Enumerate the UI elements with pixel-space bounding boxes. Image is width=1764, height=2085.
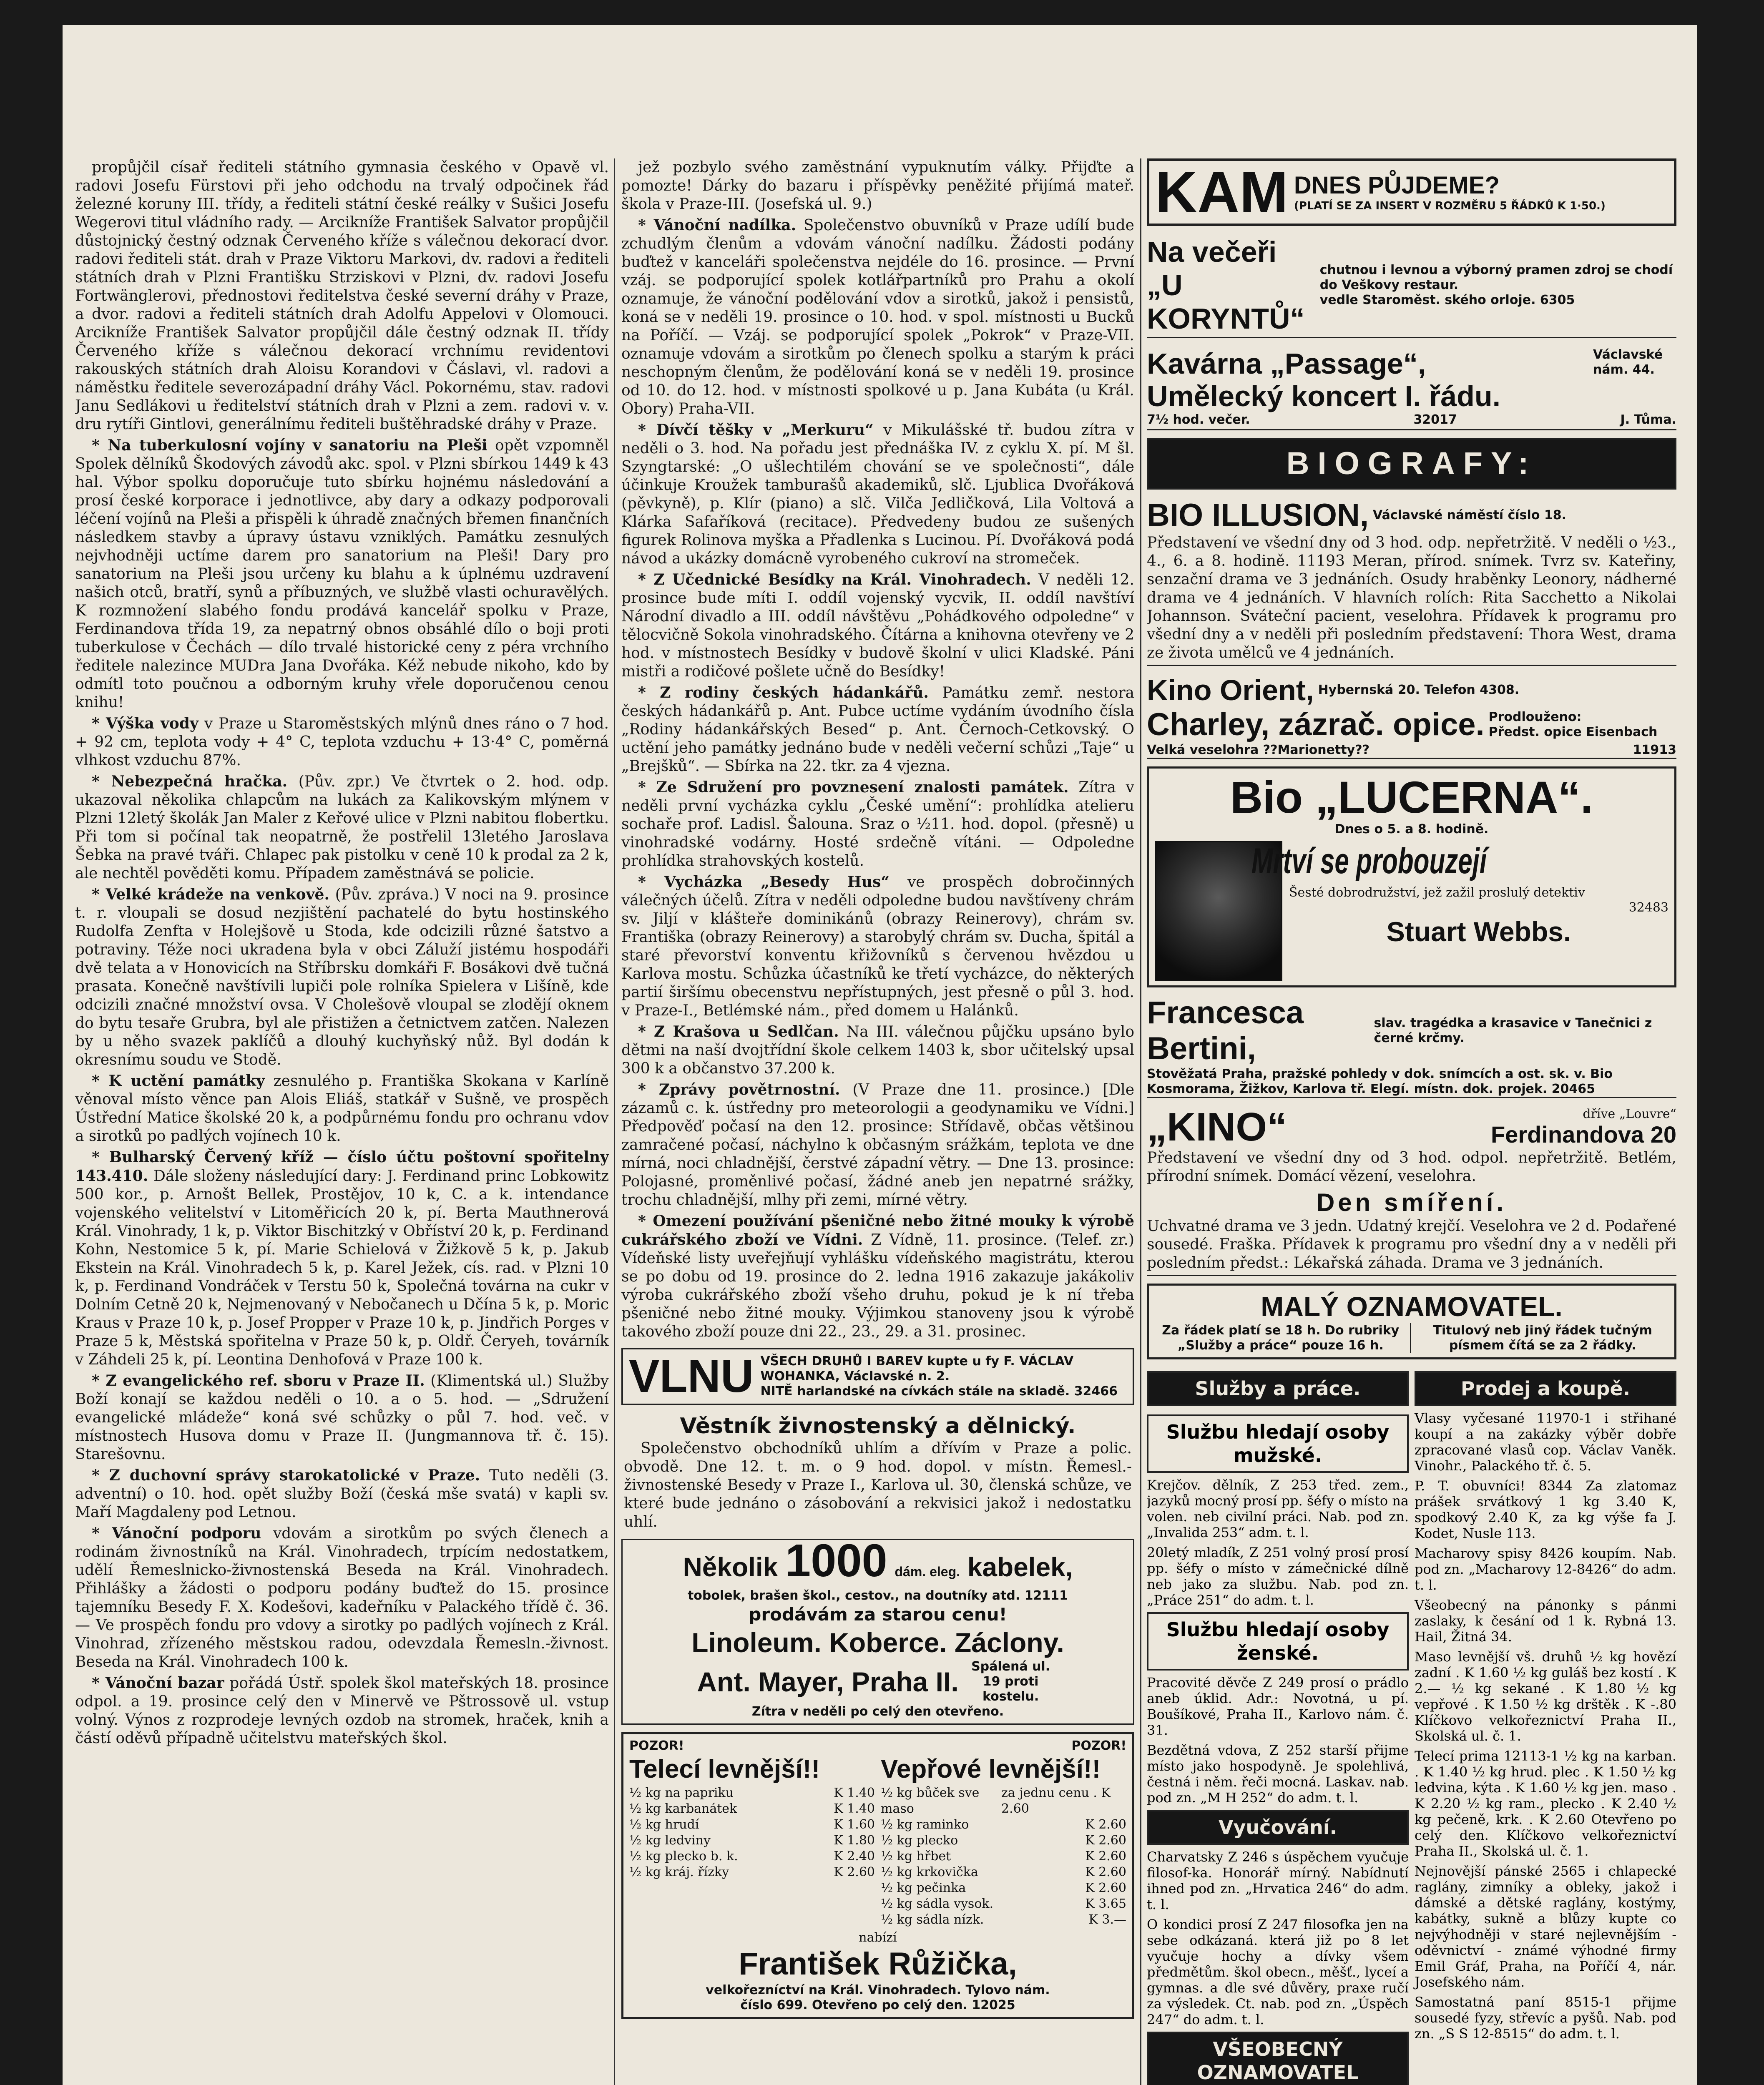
article-heading: * Nebezpečná hračka.	[92, 773, 288, 790]
bertini-name: Francesca Bertini,	[1147, 995, 1304, 1066]
price-row	[881, 1849, 1126, 1864]
men-seeking-work: Službu hledají osoby mužské.	[1147, 1414, 1409, 1473]
orient-address: Hybernská 20. Telefon 4308.	[1318, 683, 1520, 697]
article-paragraph	[621, 158, 1134, 214]
classified-ad: Samostatná paní 8515-1 přijme sousedé fyzy, střevíc a pyšů. Nab. pod zn. „S S 12-8515“ do adm. t. l.	[1415, 1994, 1676, 2042]
price-row	[881, 1817, 1126, 1833]
article-text: vdovám a sirotkům po svých členech a rodinám živnostníků na Král. Vinohradech, trpícím nedostatkem, udělí Řemeslnicko-živnostenská Beseda na Král. Vinohradech. Přihlášky a žádosti o podporu podány buďtež do 15. prosince tajemníku Besedy F. X. Kodešovi, kadeřníku v Palackého třídě č. 36. — Ve prospěch fondu pro vdovy a sirotky po padlých vojínech z Král. Vinohrad, zřízeného městskou radou, odevzdala Řemesln.-živnost. Beseda na Král. Vinohradech 100 k.	[75, 1525, 609, 1671]
kino-program: Představení ve všední dny od 3 hod. odpol. nepřetržitě. Betlém, přírodní snímek. Domácí vězení, veselohra.	[1147, 1149, 1676, 1185]
article-paragraph	[621, 216, 1134, 418]
price-value: K 1.60	[834, 1817, 875, 1832]
price-value: K 1.80	[834, 1833, 875, 1848]
article-paragraph	[75, 885, 609, 1069]
pork-title: Vepřové levnější!!	[881, 1755, 1101, 1784]
price-row	[629, 1801, 875, 1817]
maly-title: MALÝ OZNAMOVATEL.	[1261, 1291, 1563, 1322]
ruzicka-right	[881, 1738, 1126, 1928]
passage-concert: Umělecký koncert I. řádu.	[1147, 380, 1501, 412]
kabelek-address: Spálená ul. 19 proti kostelu.	[971, 1659, 1050, 1704]
article-text: ve prospěch dobročinných válečných účelů. Zítra v neděli odpoledne budou navštíveny chrám sv. Jiljí v klášteře dominikánů (obrazy Reinerovy), chrám sv. Františka (obrazy Reinerovy) a starobylý chrám sv. Ducha, špitál a staré převorství konventu křižovníků s červenou hvězdou u Karlova mostu. Schůzka účastníků ke třetí vycházce, do některých partií širšímu obecenstvu nepřístupných, jest přesně o půl 3. hod. v Praze-I., Betlémské nám., před domem u Halánků.	[621, 874, 1134, 1019]
bertini-number: 20465	[1551, 1082, 1596, 1096]
veal-price-list	[629, 1785, 875, 1880]
left-ads-women	[1147, 1675, 1409, 1806]
article-heading: * K uctění památky	[92, 1072, 265, 1090]
teaching-heading: Vyučování.	[1147, 1810, 1409, 1845]
price-value: K 3.—	[1088, 1912, 1126, 1927]
price-row	[629, 1785, 875, 1801]
lucerna-number: 32483	[1628, 900, 1669, 915]
illusion-ad	[1147, 497, 1676, 666]
classified-ad: Charvatsky Z 246 s úspěchem vyučuje filosof-ka. Honorář mírný. Nabídnutí ihned pod zn. „Hrvatica 246“ do adm. t. l.	[1147, 1849, 1409, 1912]
article-heading: * Výška vody	[92, 715, 199, 732]
kino-address: Ferdinandova 20	[1490, 1121, 1676, 1148]
classified-ad: O kondici prosí Z 247 filosofka jen na sebe odkázaná. která již po 8 let vyučuje hochy a dívky všem předmětům. škol obecn., měšť., lyceí a gymnas. a dle své důvěry, praxe ručí za výsledek. Ct. nab. pod zn. „Úspěch 247“ do adm. t. l.	[1147, 1917, 1409, 2027]
bertini-address: Žižkov, Karlova tř. Elegí. místn. dok. projek.	[1239, 1082, 1548, 1096]
orient-comedy: Velká veselohra ??Marionetty??	[1147, 743, 1370, 757]
lucerna-times: Dnes o 5. a 8. hodině.	[1334, 822, 1489, 837]
price-row	[629, 1864, 875, 1880]
article-text: Tuto neděli (3. adventní) o 10. hod. opět služby Boží (česká mše svatá) v kapli sv. Maří Magdaleny pod Letnou.	[75, 1467, 609, 1521]
classified-ad: Nejnovější pánské 2565 i chlapecké raglány, zimníky a obleky, jakož i dámské a dětské raglány, kostýmy, kabátky, sukně a blůzy kupte co nejvýhodněji v staré nejlevnějším - oděvnictví - známé výhodné firmy Emil Gráf, Praha, na Poříčí 4, nár. Josefského nám.	[1415, 1863, 1676, 1990]
article-paragraph	[621, 570, 1134, 681]
orient-title: Kino Orient,	[1147, 674, 1314, 706]
article-text: opět vzpomněl Spolek dělníků Škodových závodů akc. spol. v Plzni sbírkou 1449 k 43 hal. Výbor spolku doporučuje tuto sbírku hojnému následování a prosí české korporace i jednotlivce, aby dary a odkazy podporovali léčení vojínů na Pleši a přispěli k úhradě značných břemen finančních následkem stavby a úpravy ústavu vzniklých. Památku zesnulých nejvhodněji uctíme darem pro sanatorium na Pleši! Dary pro sanatorium na Pleši jsou určeny ku blahu a k úplnému uzdravení našich otců, bratří, synů a příbuzných, ve službě vlasti ochuravělých. K rozmnožení slabého fondu prodává kancelář spolku v Praze, Ferdinandova třída 19, za nepatrný obnos obsáhlé dílo o boji proti tuberkulose v Čechách — dílo trvalé historické ceny z péra vrchního ředitele nalezince MUDra Jana Dvořáka. Kéž nebude nikoho, kdo by odmítl toto poučnou a odborným kruhy vřele doporučenou cenou knihu!	[75, 437, 609, 711]
orient-show: Předst. opice Eisenbach	[1488, 725, 1658, 739]
left-ads-teaching	[1147, 1849, 1409, 2027]
maly-oznamovatel	[1147, 1284, 1676, 1359]
kino-feature: Den smíření.	[1316, 1188, 1507, 1216]
vestnik-notice	[621, 1413, 1134, 1531]
kabelek-word-3: kabelek,	[967, 1552, 1073, 1582]
article-heading: * Velké krádeže na venkově.	[92, 886, 329, 903]
price-row	[629, 1817, 875, 1833]
price-row	[881, 1785, 1126, 1817]
kabelek-ad	[621, 1535, 1134, 1725]
classified-ad: P. T. obuvníci! 8344 Za zlatomaz prášek srvátkový 1 kg 3.40 K, spodkový 2.40 K, za kg výše fa J. Kodet, Nusle 113.	[1415, 1478, 1676, 1541]
price-row	[629, 1833, 875, 1849]
vlnu-ad	[621, 1348, 1134, 1405]
ruzicka-address: velkořezníctví na Král. Vinohradech. Tylovo nám.	[706, 1983, 1050, 1997]
illusion-address: Václavské náměstí číslo 18.	[1373, 508, 1567, 523]
korynt-line-1: Na večeři	[1147, 236, 1277, 268]
article-heading: * Vycházka „Besedy Hus“	[638, 873, 890, 891]
maly-rates: Za řádek platí se 18 h. Do rubriky „Služby a práce“ pouze 16 h.	[1155, 1323, 1411, 1353]
orient-ad	[1147, 673, 1676, 759]
price-value: K 2.60	[1085, 1849, 1126, 1864]
passage-number: 32017	[1413, 412, 1457, 427]
left-ads-men	[1147, 1477, 1409, 1608]
article-heading: * Dívčí těšky v „Merkuru“	[638, 421, 874, 439]
classified-ad: Krejčov. dělník, Z 253 třed. zem., jazyků mocný prosí pp. šéfy o místo na volen. neb civilní práci. Nab. pod zn. „Invalida 253“ adm. t. l.	[1147, 1477, 1409, 1540]
article-text: (Pův. zpr.) Ve čtvrtek o 2. hod. odp. ukazoval několika chlapcům na lukách za Kalikovským mlýnem v Plzni 12letý školák Jan Maler z Keřové ulice v Plzni nabitou flobertku. Při tom si počínal tak neopatrně, že postřelil 13letého Jaroslava Šebka na pravé tváři. Chlapec pak pistolku v ceně 10 k prodal za 2 k, ale nechtěl pověděti komu. Případem zaměstnává se policie.	[75, 773, 609, 882]
orient-number: 11913	[1633, 743, 1676, 757]
classified-right	[1415, 1410, 1676, 2085]
classified-ad: Pracovité děvče Z 249 prosí o prádlo aneb úklid. Adr.: Novotná, u pí. Boušíkové, Praha II., Karlovo nám. č. 31.	[1147, 1675, 1409, 1738]
passage-address: Václavské nám. 44.	[1593, 347, 1663, 377]
article-paragraph	[75, 1148, 609, 1369]
kam-header	[1147, 158, 1676, 226]
article-paragraph	[75, 714, 609, 770]
article-paragraph	[75, 1372, 609, 1464]
korynt-address: vedle Staroměst. ského orloje. 6305	[1319, 293, 1575, 307]
article-heading: * Z evangelického ref. sboru v Praze II.	[92, 1372, 425, 1389]
lucerna-description: Šesté dobrodružství, jež zažil proslulý detektiv	[1289, 885, 1585, 900]
column-3	[1147, 158, 1676, 2085]
article-paragraph	[621, 683, 1134, 776]
article-heading: * Bulharský Červený kříž — číslo účtu poštovní spořitelny 143.410.	[75, 1148, 609, 1185]
price-item: ½ kg sádla nízk.	[881, 1912, 984, 1927]
price-value: K 2.60	[1085, 1865, 1126, 1879]
korynt-text: chutnou i levnou a výborný pramen zdroj se chodí do Veškovy restaur.	[1319, 263, 1673, 292]
tab-prodej-a-koupe: Prodej a koupě.	[1415, 1371, 1676, 1406]
price-item: ½ kg hřbet	[881, 1849, 951, 1864]
kino-title: „KINO“	[1147, 1105, 1287, 1149]
article-paragraph	[75, 1674, 609, 1748]
bertini-views: pražské pohledy v dok. snímcích a ost. sk. v.	[1271, 1067, 1586, 1081]
ruzicka-phone: číslo 699. Otevřeno po celý den.	[740, 1998, 967, 2012]
vestnik-text: Společenstvo obchodníků uhlím a dřívím v Praze a polic. obvodě. Dne 12. t. m. o 9 hod. dopol. v místn. Řemesl.-živnostenské Besedy v Praze I., Karlova ul. 30, členská schůze, ve které bude jednáno o zásobování a rekvisici jakož i nedostatku uhlí.	[624, 1440, 1132, 1530]
tab-sluzby-a-prace: Služby a práce.	[1147, 1371, 1409, 1406]
kino-program-2: Uchvatné drama ve 3 jedn. Udatný krejčí. Veselohra ve 2 d. Podařené sousedé. Fraška. Přídavek k programu pro všední dny a v neděli při posledním předst.: Lékařská záhada. Drama ve 3 jednáních.	[1147, 1218, 1676, 1271]
article-paragraph	[621, 778, 1134, 870]
price-value: K 2.60	[1085, 1833, 1126, 1848]
kabelek-line-6: Zítra v neděli po celý den otevřeno.	[751, 1704, 1004, 1719]
price-value: za jednu cenu . K 2.60	[1001, 1786, 1111, 1816]
price-row	[881, 1896, 1126, 1912]
price-item: ½ kg ledviny	[629, 1833, 711, 1848]
bertini-cinema: Bio Kosmorama,	[1147, 1067, 1613, 1096]
classified-columns	[1147, 1410, 1676, 2085]
article-text: Dále složeny následující dary: J. Ferdinand princ Lobkowitz 500 kor., p. Arnošt Bellek, Prostějov, 10 k, C. a k. intendance vojenského velitelství v Litoměřicích 20 k, pí. Berta Mauthnerová Král. Vinohrady, 1 k, p. Viktor Bischitzký v Obříství 20 k, p. Ferdinand Kohn, Nestomice 5 k, pí. Marie Schielová v Žižkově 5 k, p. Jakub Ekstein na Král. Vinohradech 5 k, p. Karel Ježek, cís. rad. v Plzni 10 k, p. Ferdinand Vondráček v Terstu 50 k, Společná továrna na cukr v Dolním Cetně 20 k, Nejmenovaný v Nebočanech u Dčína 5 k, p. Moric Kraus v Praze 10 k, p. Josef Propper v Praze 10 k, p. Jindřich Porges v Praze 5 k, Městská spořitelna v Praze 50 k, p. Oldř. Čeryeh, továrník v Záhdeli 25 k, pí. Leontina Denhofová v Praze 100 k.	[75, 1168, 609, 1368]
article-paragraph	[621, 421, 1134, 568]
price-item: ½ kg bůček sve maso	[881, 1786, 980, 1816]
article-text: jež pozbylo svého zaměstnání vypuknutím války. Přijďte a pomozte! Dárky do bazaru i příspěvky peněžité přijímá mateř. škola v Praze-III. (Josefská ul. 9.)	[621, 159, 1134, 213]
article-text: Společenstvo obuvníků v Praze udílí bude zchudlým členům a vdovám vánoční nadílku. Žádosti podány buďtež v kanceláři společenstva nejdéle do 16. prosince. — První vzáj. se podporující spolek kotlářpartníků pro Prahu a okolí oznamuje, že vánoční podělování vdov a sirotků, jakož i pensistů, koná se v neděli 19. prosince o 10. hod. v spol. místnosti u Bucků na Poříčí. — Vzáj. se podporující spolek „Pokrok“ v Praze-VII. oznamuje vdovám a sirotkům po členech spolku a starým k práci neschopným členům, že podělování koná se v neděli 19. prosince od 10. do 12. hod. v místnosti spolkové u p. Jana Kubáta (u Král. Obory) Praha-VII.	[621, 217, 1134, 417]
passage-time: 7½ hod. večer.	[1147, 412, 1250, 427]
article-paragraph	[75, 436, 609, 712]
article-paragraph	[621, 873, 1134, 1020]
maly-rules: Titulový neb jiný řádek tučným písmem čítá se za 2 řádky.	[1433, 1323, 1652, 1353]
price-item: ½ kg hrudí	[629, 1817, 699, 1832]
article-heading: * Vánoční nadílka.	[638, 216, 797, 234]
article-heading: * Z duchovní správy starokatolické v Praze.	[92, 1467, 480, 1484]
price-row	[881, 1864, 1126, 1880]
classified-ad: Telecí prima 12113-1 ½ kg na karban. . K 1.40 ½ kg hrud. plec . K 1.50 ½ kg ledvina, kýta . K 1.60 ½ kg jen. maso . K 2.20 ½ kg ram., plecko . K 2.40 ½ kg pečeně, krk. . K 2.60 Otevřeno po celý den. Klíčkovo velkořeznictví Praha II., Skolská ul. č. 1.	[1415, 1748, 1676, 1859]
korynt-name: „U KORYNTŮ“	[1147, 269, 1305, 335]
article-heading: * Z Krašova u Sedlčan.	[638, 1023, 839, 1040]
passage-owner: J. Tůma.	[1620, 412, 1676, 427]
korynt-ad	[1147, 234, 1676, 338]
price-value: K 1.40	[834, 1801, 875, 1816]
classified-ad: Vlasy vyčesané 11970-1 i střihané koupí a na zakázky výběr dobře zpracované vlasů cop. Václav Vaněk. Vinohr., Palackého tř. č. 5.	[1415, 1410, 1676, 1474]
article-heading: * Ze Sdružení pro povznesení znalosti památek.	[638, 779, 1069, 796]
article-paragraph	[621, 1022, 1134, 1078]
price-value: K 2.40	[834, 1849, 875, 1864]
kabelek-line-4: Linoleum. Koberce. Záclony.	[691, 1627, 1064, 1658]
price-value: K 1.40	[834, 1786, 875, 1800]
bertini-praha: Stověžatá Praha,	[1147, 1067, 1268, 1081]
classified-ad: 20letý mladík, Z 251 volný prosí prosí pp. šéfy o místo v zámečnické dílně neb jako za službu. Nab. pod zn. „Práce 251“ do adm. t. l.	[1147, 1545, 1409, 1608]
article-text: Z Vídně, 11. prosince. (Telef. zr.) Vídeňské listy uveřejňují vyhlášku vídeňského magistrátu, kterou se po dobu od 19. prosince do 2. ledna 1916 zakazuje jakákoliv výroba cukrářského zboží všeho druhu, pokud je k ní třeba pšeničné nebo žitné mouky. Výjimkou stanoveny jsou k výrobě takového zboží pouze dni 22., 23., 29. a 31. prosinec.	[621, 1231, 1134, 1340]
article-text: v Praze u Staroměstských mlýnů dnes ráno o 7 hod. + 92 cm, teplota vody + 4° C, teplota vzduchu + 13·4° C, poměrná vlhkost vzduchu 87%.	[75, 715, 609, 769]
article-heading: * Na tuberkulosní vojíny v sanatoriu na Pleši	[92, 437, 487, 454]
article-text: (Klimentská ul.) Služby Boží konají se každou neděli o 10. a o 5. hod. — „Sdružení evangelické mládeže“ koná své schůzky o půl 7. hod. več. v místnostech Husova domu v Praze II. (Jungmannova tř. č. 15). Starešovnu.	[75, 1372, 609, 1463]
article-text: Památku zemř. nestora českých hádankářů p. Ant. Pubce uctíme vydáním úvodního čísla „Rodiny hádankářských Besed“ p. Ant. Černoch-Cetkovský. O uctění jeho památky jednáno bude v neděli večerní schůzi „Taje“ u „Brejšků“. — Sbírka na 22. tkr. za 4 vjezna.	[621, 684, 1134, 775]
kino-ad	[1147, 1105, 1676, 1276]
article-paragraph	[75, 1466, 609, 1522]
pozor-right: POZOR!	[1071, 1738, 1126, 1753]
article-text: zesnulého p. Františka Skokana v Karlíně věnoval místo věnce pan Alois Eliáš, statkář v Sušně, ve prospěch Ústřední Matice školské 20 k, a podpůrnému fondu pro ochranu vdov a sirotků po padlých vojínech 10 k.	[75, 1073, 609, 1145]
kino-former-name: dříve „Louvre“	[1583, 1107, 1676, 1121]
price-item: ½ kg na papriku	[629, 1786, 734, 1800]
classified-ad: Všeobecný na pánonky s pánmi zaslaky, k česání od 1 k. Rybná 13. Hail, Žitná 34.	[1415, 1597, 1676, 1645]
column-1	[75, 158, 609, 2085]
classified-tabs	[1147, 1367, 1676, 1410]
price-row	[629, 1849, 875, 1864]
kam-subtitle: DNES PŮJDEME?	[1294, 172, 1500, 199]
kam-headline: KAM	[1155, 159, 1288, 225]
article-paragraph	[75, 158, 609, 434]
lucerna-ad	[1147, 766, 1676, 987]
article-text: propůjčil císař řediteli státního gymnasia českého v Opavě vl. radovi Josefu Fürstovi při jeho odchodu na trvalý odpočinek řád železné koruny III. třídy, a řediteli státní české reálky v Sušici Josefu Wegerovi titul vládního rady. — Arcikníže František Salvator propůjčil důstojnický čestný odznak Červeného kříže s válečnou dekorací dvor. radovi řediteli stát. drah v Praze Viktoru Markovi, dv. radovi a řediteli státních drah v Plzni Františku Strziskovi v Plzni, dv. radovi Josefu Fortwänglerovi, přednostovi ředitelstva české severní dráhy v Praze, a dvor. radovi a řediteli státních drah Adolfu Appelovi v Olomouci. Arcikníže František Salvator propůjčil dále čestný odznak II. třídy Červeného kříže s válečnou dekorací vrchnímu revidentovi rakouských státních drah Aloisu Korandovi v Čáslavi, vl. radovi a náměstku ředitele severozápadní dráhy Václ. Pokornému, stav. radovi Janu Sedlákovi u ředitelství státních drah v Plzni a zem. radovi v. v. dru rytíři Gintlovi, generálnímu řediteli buštěhradské dráhy v Praze.	[75, 159, 609, 433]
illusion-title: BIO ILLUSION,	[1147, 497, 1369, 533]
orient-feature: Charley, zázrač. opice.	[1147, 707, 1485, 742]
vlnu-line-1: VŠECH DRUHŮ I BAREV kupte u fy F. VÁCLAV WOHANKA, Václavské n. 2.	[760, 1354, 1074, 1384]
vestnik-title: Věstník živnostenský a dělnický.	[680, 1414, 1076, 1439]
article-heading: * Omezení používání pšeničné nebo žitné mouky k výrobě cukrářského zboží ve Vídni.	[621, 1212, 1134, 1248]
article-heading: * Vánoční podporu	[92, 1525, 261, 1542]
passage-title: Kavárna „Passage“,	[1147, 347, 1426, 380]
price-value: K 2.60	[834, 1865, 875, 1879]
article-heading: * Vánoční bazar	[92, 1674, 224, 1692]
article-paragraph	[75, 772, 609, 883]
article-paragraph	[621, 1212, 1134, 1341]
price-value: K 3.65	[1085, 1897, 1126, 1911]
price-row	[881, 1880, 1126, 1896]
article-text: Zítra v neděli první vycházka cyklu „České umění“: prohlídka atelieru sochaře prof. Ladisl. Šalouna. Sraz o ½11. hod. dopol. (přesně) u vinohradské vodárny. Hosté srdečně vítáni. — Odpoledne prohlídka strahovských kostelů.	[621, 779, 1134, 869]
kabelek-line-3: prodávám za starou cenu!	[749, 1604, 1007, 1625]
price-value: K 2.60	[1085, 1817, 1126, 1832]
classified-ad: Macharovy spisy 8426 koupím. Nab. pod zn. „Macharovy 12-8426“ do adm. t. l.	[1415, 1545, 1676, 1593]
price-item: ½ kg karbanátek	[629, 1801, 737, 1816]
bertini-role: slav. tragédka a krasavice v Tanečnici z černé krčmy.	[1374, 1016, 1652, 1045]
lucerna-title: Bio „LUCERNA“.	[1230, 772, 1593, 822]
lucerna-star: Stuart Webbs.	[1386, 916, 1571, 947]
ruzicka-ad	[621, 1732, 1134, 2019]
illusion-program: Představení ve všední dny od 3 hod. odp. nepřetržitě. V neděli o ½3., 4., 6. a 8. hodině. 11193 Meran, přírod. snímek. Tvrz sv. Kateřiny, senzační drama ve 3 jednáních. Osudy hraběnky Leonory, nádherné drama ve 4 jednáních. V hlavních rolích: Rita Sacchetto a Nikolai Johannson. Sváteční pacient, veselohra. Přídavek k programu pro všední dny a v neděli při posledním představení: Thora West, drama ze života umělců ve 4 jednáních.	[1147, 534, 1676, 661]
price-value: K 2.60	[1085, 1881, 1126, 1895]
article-text: pořádá Ústř. spolek škol mateřských 18. prosince odpol. a 19. prosince celý den v Minervě ve Pštrossově ul. vstup volný. Výnos z rozprodeje levných ozdob na stromek, hraček, knih a částí oděvů případně učitelstvu mateřských škol.	[75, 1675, 609, 1747]
article-text: v Mikulášské tř. budou zítra v neděli o 3. hod. Na pořadu jest přednáška IV. z cyklu X. pí. M šl. Szyngtarské: „O ušlechtilém chování se ve společnosti“, dále účinkuje Kroužek tamburašů akademiků, slč. Ljublica Dvořáková (pěvkyně), p. Klír (piano) a slč. Vilča Jedličková, Lila Voltová a Klárka Safaříková (recitace). Předvedeny budou ze sušených figurek Rolinova myška a Přadlenka s Lucinou. Pí. Dvořáková podá návod a ukázky domácně vyrobeného cukroví na stromeček.	[621, 422, 1134, 567]
vlnu-line-2: NITĚ harlandské na cívkách stále na skladě. 32466	[760, 1384, 1118, 1399]
biografy-banner: BIOGRAFY:	[1147, 438, 1676, 490]
price-item: ½ kg plecko b. k.	[629, 1849, 738, 1864]
ruzicka-number: 12025	[972, 1998, 1015, 2012]
pork-price-list	[881, 1785, 1126, 1928]
article-paragraph	[621, 1080, 1134, 1209]
article-heading: * Z Učednické Besídky na Král. Vinohradech.	[638, 571, 1031, 588]
price-item: ½ kg raminko	[881, 1817, 969, 1832]
classified-left	[1147, 1410, 1409, 2085]
price-item: ½ kg plecko	[881, 1833, 958, 1848]
ruzicka-nabizi: nabízí	[859, 1930, 897, 1945]
price-item: ½ kg kráj. řízky	[629, 1865, 729, 1879]
price-row	[881, 1912, 1126, 1928]
pozor-left: POZOR!	[629, 1738, 684, 1753]
column-2-articles	[621, 158, 1134, 1341]
lucerna-film-title: Mrtví se probouzejí	[1251, 841, 1487, 881]
article-paragraph	[75, 1072, 609, 1145]
veal-title: Telecí levnější!!	[629, 1755, 820, 1784]
kabelek-word-1: Několik	[683, 1552, 778, 1582]
vlnu-headline: VLNU	[629, 1351, 754, 1402]
kam-note: (PLATÍ SE ZA INSERT V ROZMĚRU 5 ŘÁDKŮ K 1·50.)	[1294, 200, 1606, 212]
kabelek-firm: Ant. Mayer, Praha II.	[697, 1666, 959, 1697]
orient-extended: Prodlouženo:	[1488, 710, 1582, 724]
women-seeking-work: Službu hledají osoby ženské.	[1147, 1612, 1409, 1671]
kabelek-line-2: tobolek, brašen škol., cestov., na doutníky atd. 12111	[687, 1588, 1068, 1603]
price-item: ½ kg krkovička	[881, 1865, 978, 1879]
article-heading: * Zprávy povětrnostní.	[638, 1081, 840, 1098]
bertini-ad	[1147, 995, 1676, 1098]
column-2	[621, 158, 1134, 2085]
article-paragraph	[75, 1524, 609, 1671]
classified-ad: Bezdětná vdova, Z 252 starší přijme místo jako hospodyně. Je spolehlivá, čestná i něm. řeči mocná. Laskav. nab. pod zn. „M H 252“ do adm. t. l.	[1147, 1742, 1409, 1806]
ruzicka-name: František Růžička,	[739, 1946, 1017, 1982]
article-text: V neděli 12. prosince bude míti I. oddíl vojenský vycvik, II. oddíl navštíví Národní divadlo a III. oddíl návštěvu „Pohádkového odpoledne“ v tělocvičně Sokola vinohradského. Čítárna a knihovna otevřeny ve 2 hod. v místnostech Besídky v budově školní v ulici Kladské. Páni mistři a rodičové pošlete učně do Besídky!	[621, 571, 1134, 680]
price-row	[881, 1833, 1126, 1849]
price-item: ½ kg sádla vysok.	[881, 1897, 994, 1911]
article-heading: * Z rodiny českých hádankářů.	[638, 684, 929, 701]
kabelek-number: 1000	[785, 1535, 887, 1586]
passage-ad	[1147, 346, 1676, 430]
kabelek-word-2: dám. eleg.	[895, 1564, 960, 1579]
article-text: (Pův. zpráva.) V noci na 9. prosince t. r. vloupali se dosud nezjištění pachatelé do bytu hostinského Rudolfa Zenfta v Holejšově u Stoda, kde odcizili různé šatstvo a potraviny. Téže noci ukradena byla v obci Záluží jistému hospodáři dvě telata a v Honovicích na Stříbrsku domkáři F. Bosákovi dvě tučná prasata. Konečně navštívili lupiči pole rolníka Spielera v Lišíně, kde odcizili značné množství ovsa. V Cholešově vloupal se zlodějí oknem do bytu tesaře Grubra, byl ale přistižen a četnictvem zatčen. Nalezen by u něho svazek paklíčů a dlouhý kuchyňský nůž. Byl dodán k okresnímu soudu ve Stodě.	[75, 886, 609, 1068]
price-item: ½ kg pečinka	[881, 1881, 966, 1895]
column-rule	[614, 158, 615, 2085]
classified-ad: Maso levnější vš. druhů ½ kg hovězí zadní . K 1.60 ½ kg guláš bez kostí . K 2.— ½ kg sekané . K 1.80 ½ kg vepřové . K 1.50 ½ kg drštěk . K -.80 Klíčkovo velkořeznictví Praha II., Skolská ul. č. 1.	[1415, 1649, 1676, 1744]
article-text: Na III. válečnou půjčku upsáno bylo dětmi na naší dvojtřídní škole celkem 1403 k, sbor učitelský upsal 300 k a občanstvo 37.200 k.	[621, 1023, 1134, 1077]
ruzicka-left	[629, 1738, 875, 1928]
general-advertiser: VŠEOBECNÝ OZNAMOVATEL	[1147, 2032, 1409, 2085]
article-text: (V Praze dne 11. prosince.) [Dle zázamů c. k. ústředny pro meteorologii a geodynamiku ve Vídni.] Předpověď počasí na den 12. prosince: Střídavě, občas většinou zamračené počasí, náchylno k občasným srážkám, teplota ve dne mírná, noci chladnější, čerstvé západní větry. — Dne 13. prosince: Polojasné, proměnlivé počasí, žádné aneb jen nepatrné srážky, trochu chladnější, mlhy při zemi, mírné větry.	[621, 1081, 1134, 1208]
newspaper-page	[63, 25, 1697, 2085]
column-rule	[1140, 158, 1141, 2085]
